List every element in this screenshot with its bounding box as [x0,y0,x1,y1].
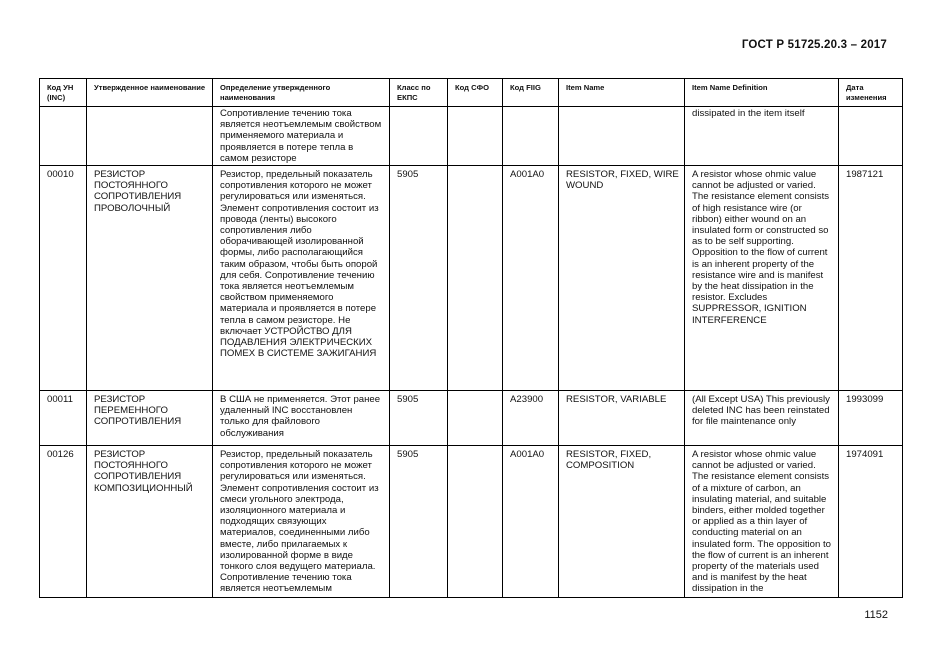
cell-item-name-definition: A resistor whose ohmic value cannot be adjusted or varied. The resistance element consists of high resistance wire (or ribbon) either wound on an insulated form or constructed so as to be self supporting. Opposition to the flow of current is an inherent property of the resistance wire and is manifest by the heat dissipation in the resistor. Excludes SUPPRESSOR, IGNITION INTERFERENCE [685,166,839,391]
cell-fiig-code: A23900 [503,391,559,446]
header-item-name-definition: Item Name Definition [685,79,839,107]
cell-fiig-code: A001A0 [503,446,559,598]
header-item-name: Item Name [559,79,685,107]
table-row [40,391,903,446]
cell-ekps-class: 5905 [390,446,448,598]
cell-inc: 00011 [40,391,87,446]
table-row [40,166,903,391]
cell-inc [40,107,87,166]
nomenclature-table [39,78,903,598]
cell-item-name-definition: A resistor whose ohmic value cannot be adjusted or varied. The resistance element consists of a mixture of carbon, an insulating material, and suitable binders, either molded together or applied as a thin layer of conducting material on an insulated form. The opposition to the flow of current is an inherent property of the materials used and is manifest by the heat dissipation in the [685,446,839,598]
header-approved-name: Утвержденное наименование [87,79,213,107]
cell-item-name: RESISTOR, VARIABLE [559,391,685,446]
cell-change-date: 1993099 [839,391,903,446]
cell-item-name: RESISTOR, FIXED, WIRE WOUND [559,166,685,391]
cell-inc: 00010 [40,166,87,391]
cell-change-date: 1974091 [839,446,903,598]
cell-approved-name: РЕЗИСТОР ПОСТОЯННОГО СОПРОТИВЛЕНИЯ ПРОВОЛОЧНЫЙ [87,166,213,391]
header-definition: Определение утвержденного наименования [213,79,390,107]
cell-item-name-definition: dissipated in the item itself [685,107,839,166]
cell-approved-name [87,107,213,166]
header-ekps-class: Класс по ЕКПС [390,79,448,107]
cell-definition: Сопротивление течению тока является неотъемлемым свойством применяемого материала и проявляется в потере тепла в самом резисторе [213,107,390,166]
cell-definition: В США не применяется. Этот ранее удаленный INC восстановлен только для файлового обслуживания [213,391,390,446]
cell-approved-name: РЕЗИСТОР ПОСТОЯННОГО СОПРОТИВЛЕНИЯ КОМПОЗИЦИОННЫЙ [87,446,213,598]
cell-definition: Резистор, предельный показатель сопротивления которого не может регулироваться или изменяться. Элемент сопротивления состоит из смеси угольного электрода, изоляционного материала и подходящих связующих материалов, соединенными либо вместе, либо прилагаемых к изолированной форме в виде тонкого слоя ведущего материала. Сопротивление течению тока является неотъемлемым [213,446,390,598]
cell-sfo-code [448,446,503,598]
cell-fiig-code [503,107,559,166]
cell-item-name: RESISTOR, FIXED, COMPOSITION [559,446,685,598]
cell-fiig-code: A001A0 [503,166,559,391]
cell-inc: 00126 [40,446,87,598]
table-header-row [40,79,903,107]
cell-definition: Резистор, предельный показатель сопротивления которого не может регулироваться или изменяться. Элемент сопротивления состоит из провода (ленты) высокого сопротивления либо оборачивающей изолированной формы, либо располагающийся таким образом, чтобы быть опорой для себя. Сопротивление течению тока является неотъемлемым свойством применяемого материала и проявляется в потере тепла в самом резисторе. Не включает УСТРОЙСТВО ДЛЯ ПОДАВЛЕНИЯ ЭЛЕКТРИЧЕСКИХ ПОМЕХ В СИСТЕМЕ ЗАЖИГАНИЯ [213,166,390,391]
cell-sfo-code [448,166,503,391]
table-row [40,446,903,598]
cell-ekps-class: 5905 [390,166,448,391]
cell-sfo-code [448,391,503,446]
cell-change-date [839,107,903,166]
header-inc: Код УН (INC) [40,79,87,107]
header-sfo-code: Код СФО [448,79,503,107]
cell-item-name-definition: (All Except USA) This previously deleted INC has been reinstated for file maintenance only [685,391,839,446]
cell-approved-name: РЕЗИСТОР ПЕРЕМЕННОГО СОПРОТИВЛЕНИЯ [87,391,213,446]
cell-ekps-class: 5905 [390,391,448,446]
header-change-date: Дата изменения [839,79,903,107]
cell-ekps-class [390,107,448,166]
cell-sfo-code [448,107,503,166]
table-row [40,107,903,166]
cell-change-date: 1987121 [839,166,903,391]
page-number: 1152 [864,609,888,621]
document-header: ГОСТ Р 51725.20.3 – 2017 [741,39,887,51]
header-fiig-code: Код FIIG [503,79,559,107]
cell-item-name [559,107,685,166]
